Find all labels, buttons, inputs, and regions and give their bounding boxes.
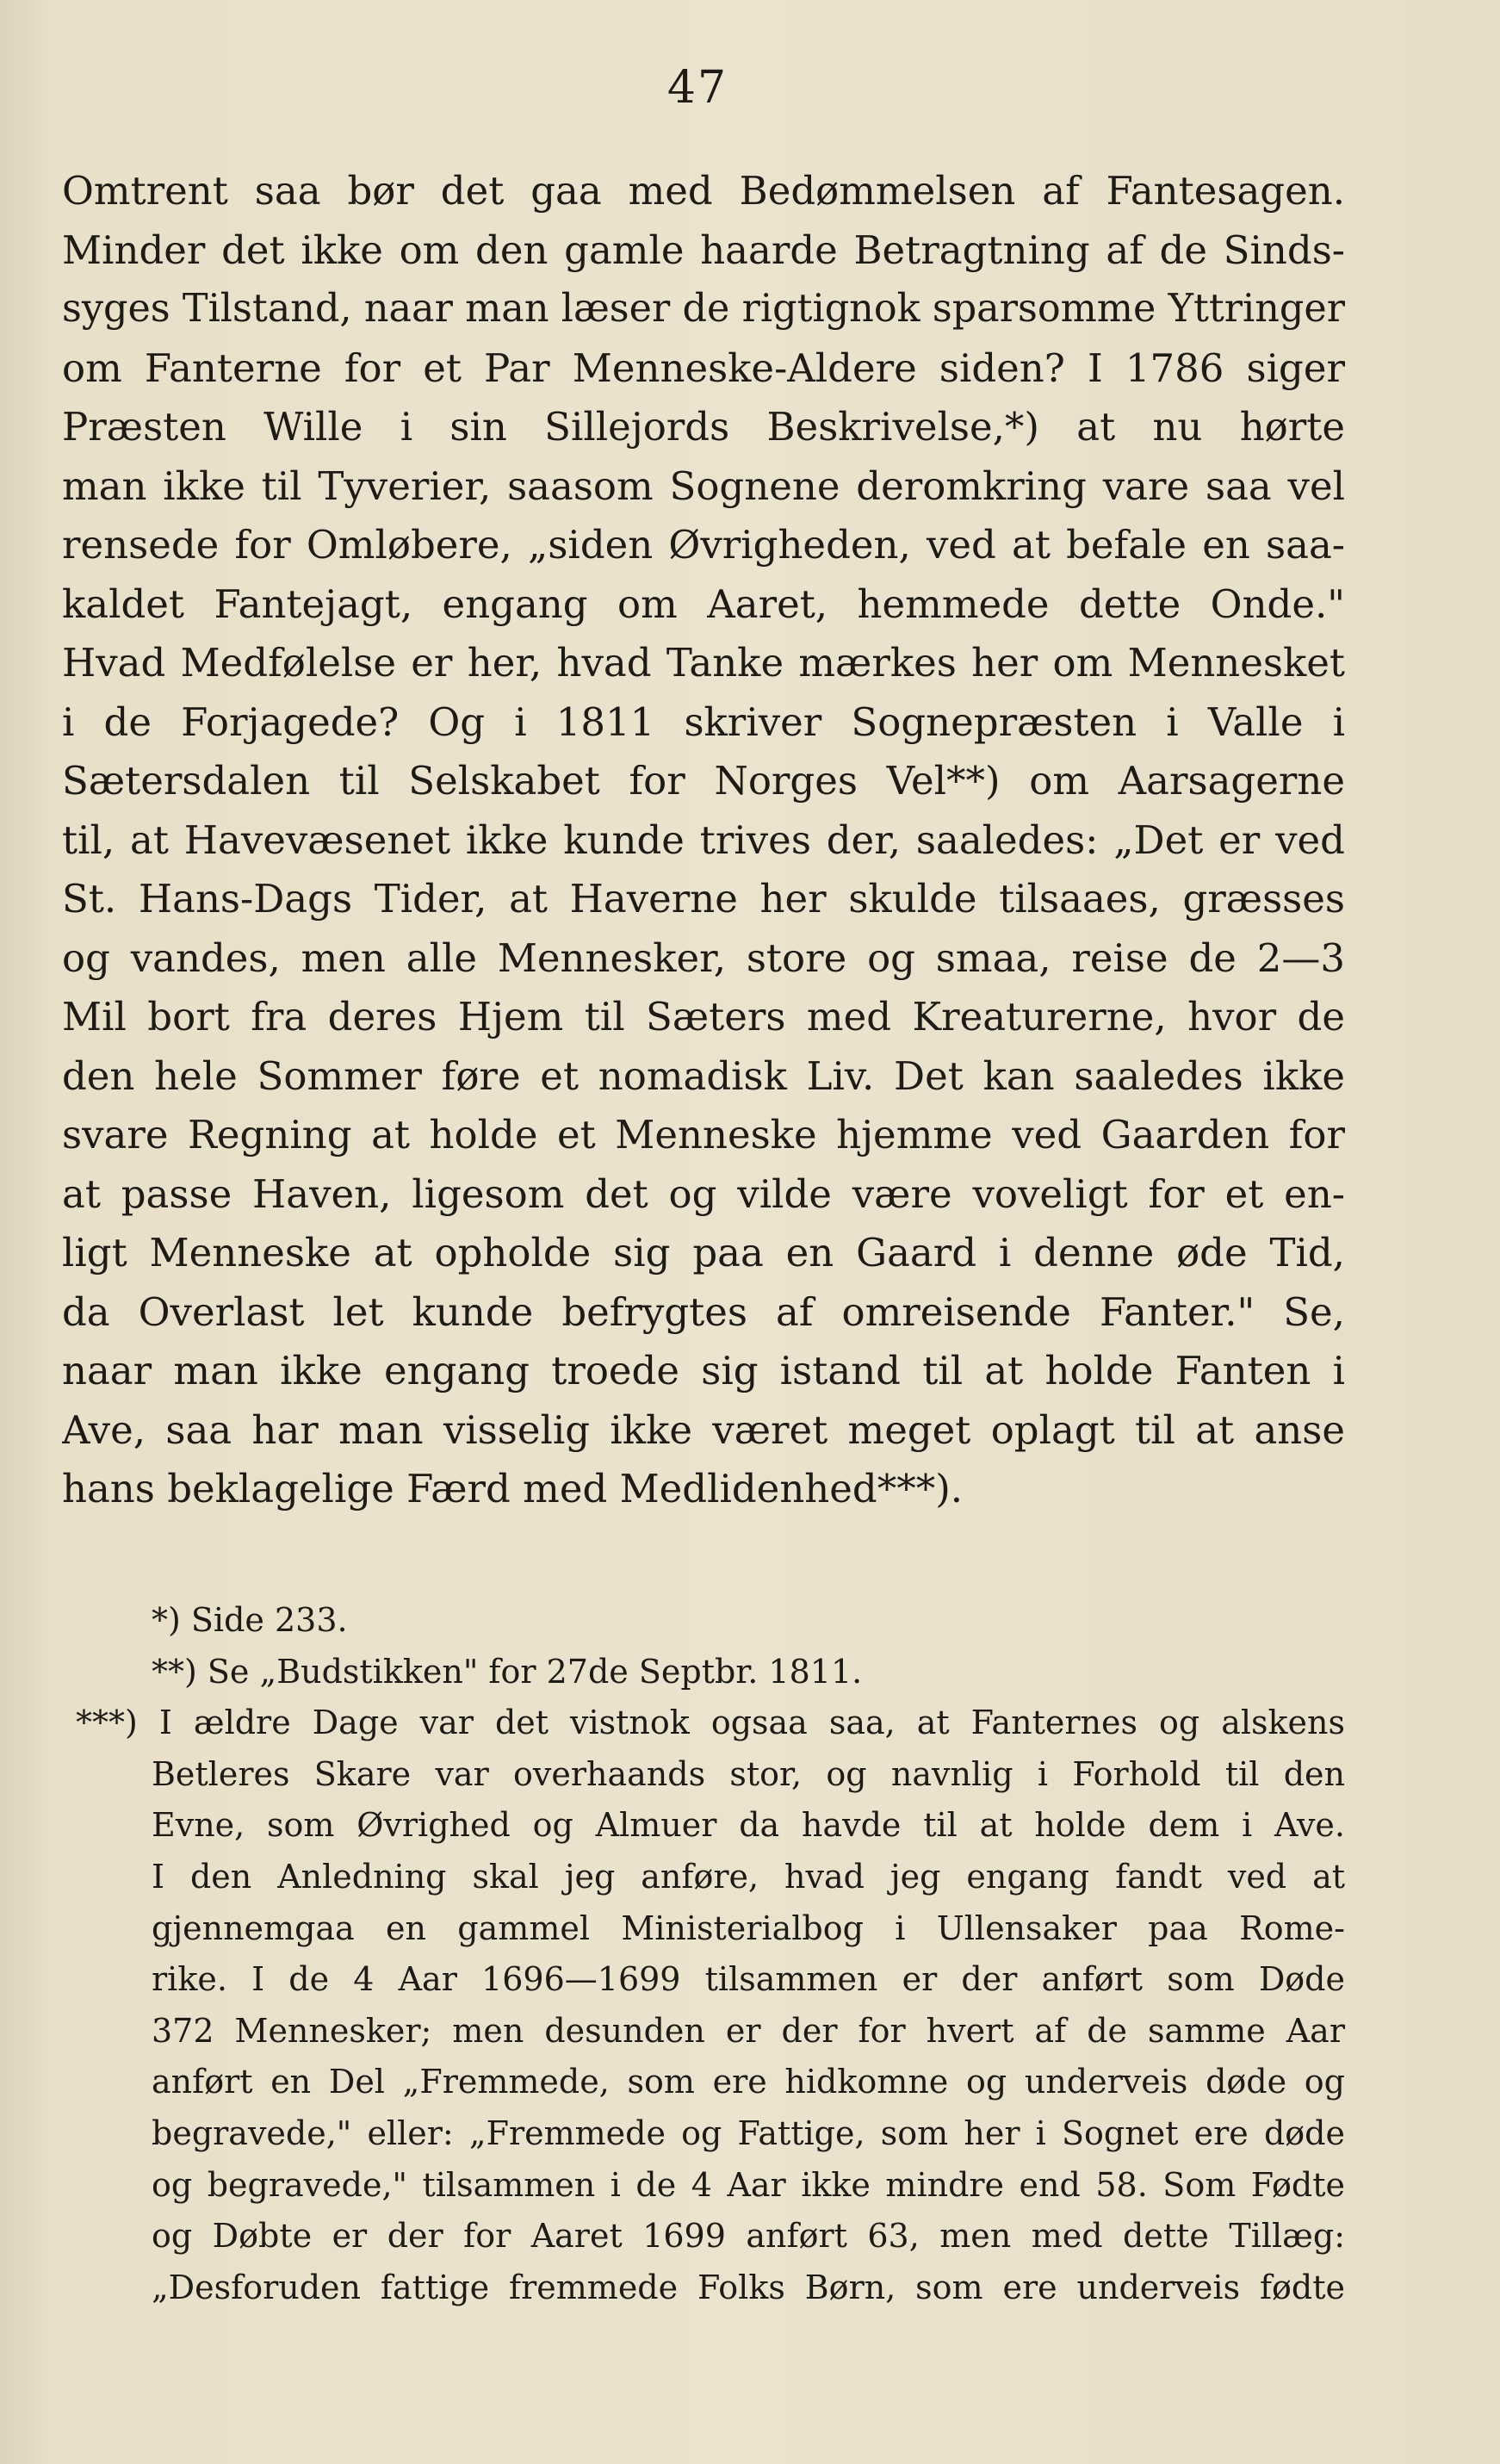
footnote-line: Evne, som Øvrighed og Almuer da havde til at holde dem i Ave. — [152, 1806, 1345, 1845]
body-line: man ikke til Tyverier, saasom Sognene deromkring vare saa vel — [62, 462, 1345, 509]
body-line: i de Forjagede? Og i 1811 skriver Sognepræsten i Valle i — [62, 698, 1345, 745]
body-line: svare Regning at holde et Menneske hjemme ved Gaarden for — [62, 1112, 1345, 1158]
body-line: kaldet Fantejagt, engang om Aaret, hemmede dette Onde." — [62, 580, 1345, 627]
footnote-line: og Døbte er der for Aaret 1699 anført 63, men med dette Tillæg: — [152, 2217, 1345, 2256]
body-line: da Overlast let kunde befrygtes af omreisende Fanter." Se, — [62, 1288, 1345, 1335]
body-line: syges Tilstand, naar man læser de rigtignok sparsomme Yttringer — [62, 287, 1345, 331]
body-line: Minder det ikke om den gamle haarde Betragtning af de Sinds- — [62, 227, 1345, 273]
body-line: Hvad Medfølelse er her, hvad Tanke mærkes her om Mennesket — [62, 640, 1345, 686]
footnote-line: Betleres Skare var overhaands stor, og navnlig i Forhold til den — [152, 1754, 1345, 1793]
body-line: om Fanterne for et Par Menneske-Aldere siden? I 1786 siger — [62, 344, 1345, 391]
body-line: Præsten Wille i sin Sillejords Beskrivelse,*) at nu hørte — [62, 404, 1345, 450]
body-line: Omtrent saa bør det gaa med Bedømmelsen af Fantesagen. — [62, 168, 1345, 214]
body-line: til, at Havevæsenet ikke kunde trives der, saaledes: „Det er ved — [62, 816, 1345, 863]
body-line: ligt Menneske at opholde sig paa en Gaard i denne øde Tid, — [62, 1230, 1345, 1275]
footnote-line: 372 Mennesker; men desunden er der for hvert af de samme Aar — [152, 2011, 1345, 2050]
body-line: og vandes, men alle Mennesker, store og smaa, reise de 2—3 — [62, 934, 1345, 981]
body-line: naar man ikke engang troede sig istand til at holde Fanten i — [62, 1348, 1345, 1393]
footnote-line: gjennemgaa en gammel Ministerialbog i Ullensaker paa Rome- — [152, 1909, 1345, 1947]
footnotes — [76, 1595, 1345, 2313]
body-text — [62, 162, 1345, 1519]
footnote-line: I den Anledning skal jeg anføre, hvad jeg engang fandt ved at — [152, 1857, 1345, 1896]
footnote-line: og begravede," tilsammen i de 4 Aar ikke mindre end 58. Som Fødte — [152, 2165, 1345, 2204]
body-line: hans beklagelige Færd med Medlidenhed***). — [62, 1466, 964, 1511]
body-line: den hele Sommer føre et nomadisk Liv. Det kan saaledes ikke — [62, 1052, 1345, 1099]
body-line: St. Hans-Dags Tider, at Haverne her skulde tilsaaes, græsses — [62, 876, 1345, 922]
footnote-line: anført en Del „Fremmede, som ere hidkomne og underveis døde og — [152, 2063, 1345, 2101]
body-line: rensede for Omløbere, „siden Øvrigheden, ved at befale en saa- — [62, 522, 1345, 568]
footnote-line: **) Se „Budstikken" for 27de Septbr. 1811. — [152, 1652, 863, 1691]
footnote-line: rike. I de 4 Aar 1696—1699 tilsammen er der anført som Døde — [152, 1960, 1345, 1999]
footnote-line: „Desforuden fattige fremmede Folks Børn, som ere underveis fødte — [152, 2268, 1345, 2306]
body-line: at passe Haven, ligesom det og vilde være voveligt for et en- — [62, 1170, 1345, 1217]
footnote-line: *) Side 233. — [152, 1601, 348, 1639]
footnote-line: ***) I ældre Dage var det vistnok ogsaa saa, at Fanternes og alskens — [76, 1704, 1345, 1742]
footnote-line: begravede," eller: „Fremmede og Fattige, som her i Sognet ere døde — [152, 2113, 1345, 2152]
body-line: Mil bort fra deres Hjem til Sæters med Kreaturerne, hvor de — [62, 994, 1345, 1040]
body-line: Sætersdalen til Selskabet for Norges Vel**) om Aarsagerne — [62, 758, 1345, 804]
body-line: Ave, saa har man visselig ikke været meget oplagt til at anse — [62, 1406, 1345, 1453]
page-number: 47 — [666, 62, 728, 114]
